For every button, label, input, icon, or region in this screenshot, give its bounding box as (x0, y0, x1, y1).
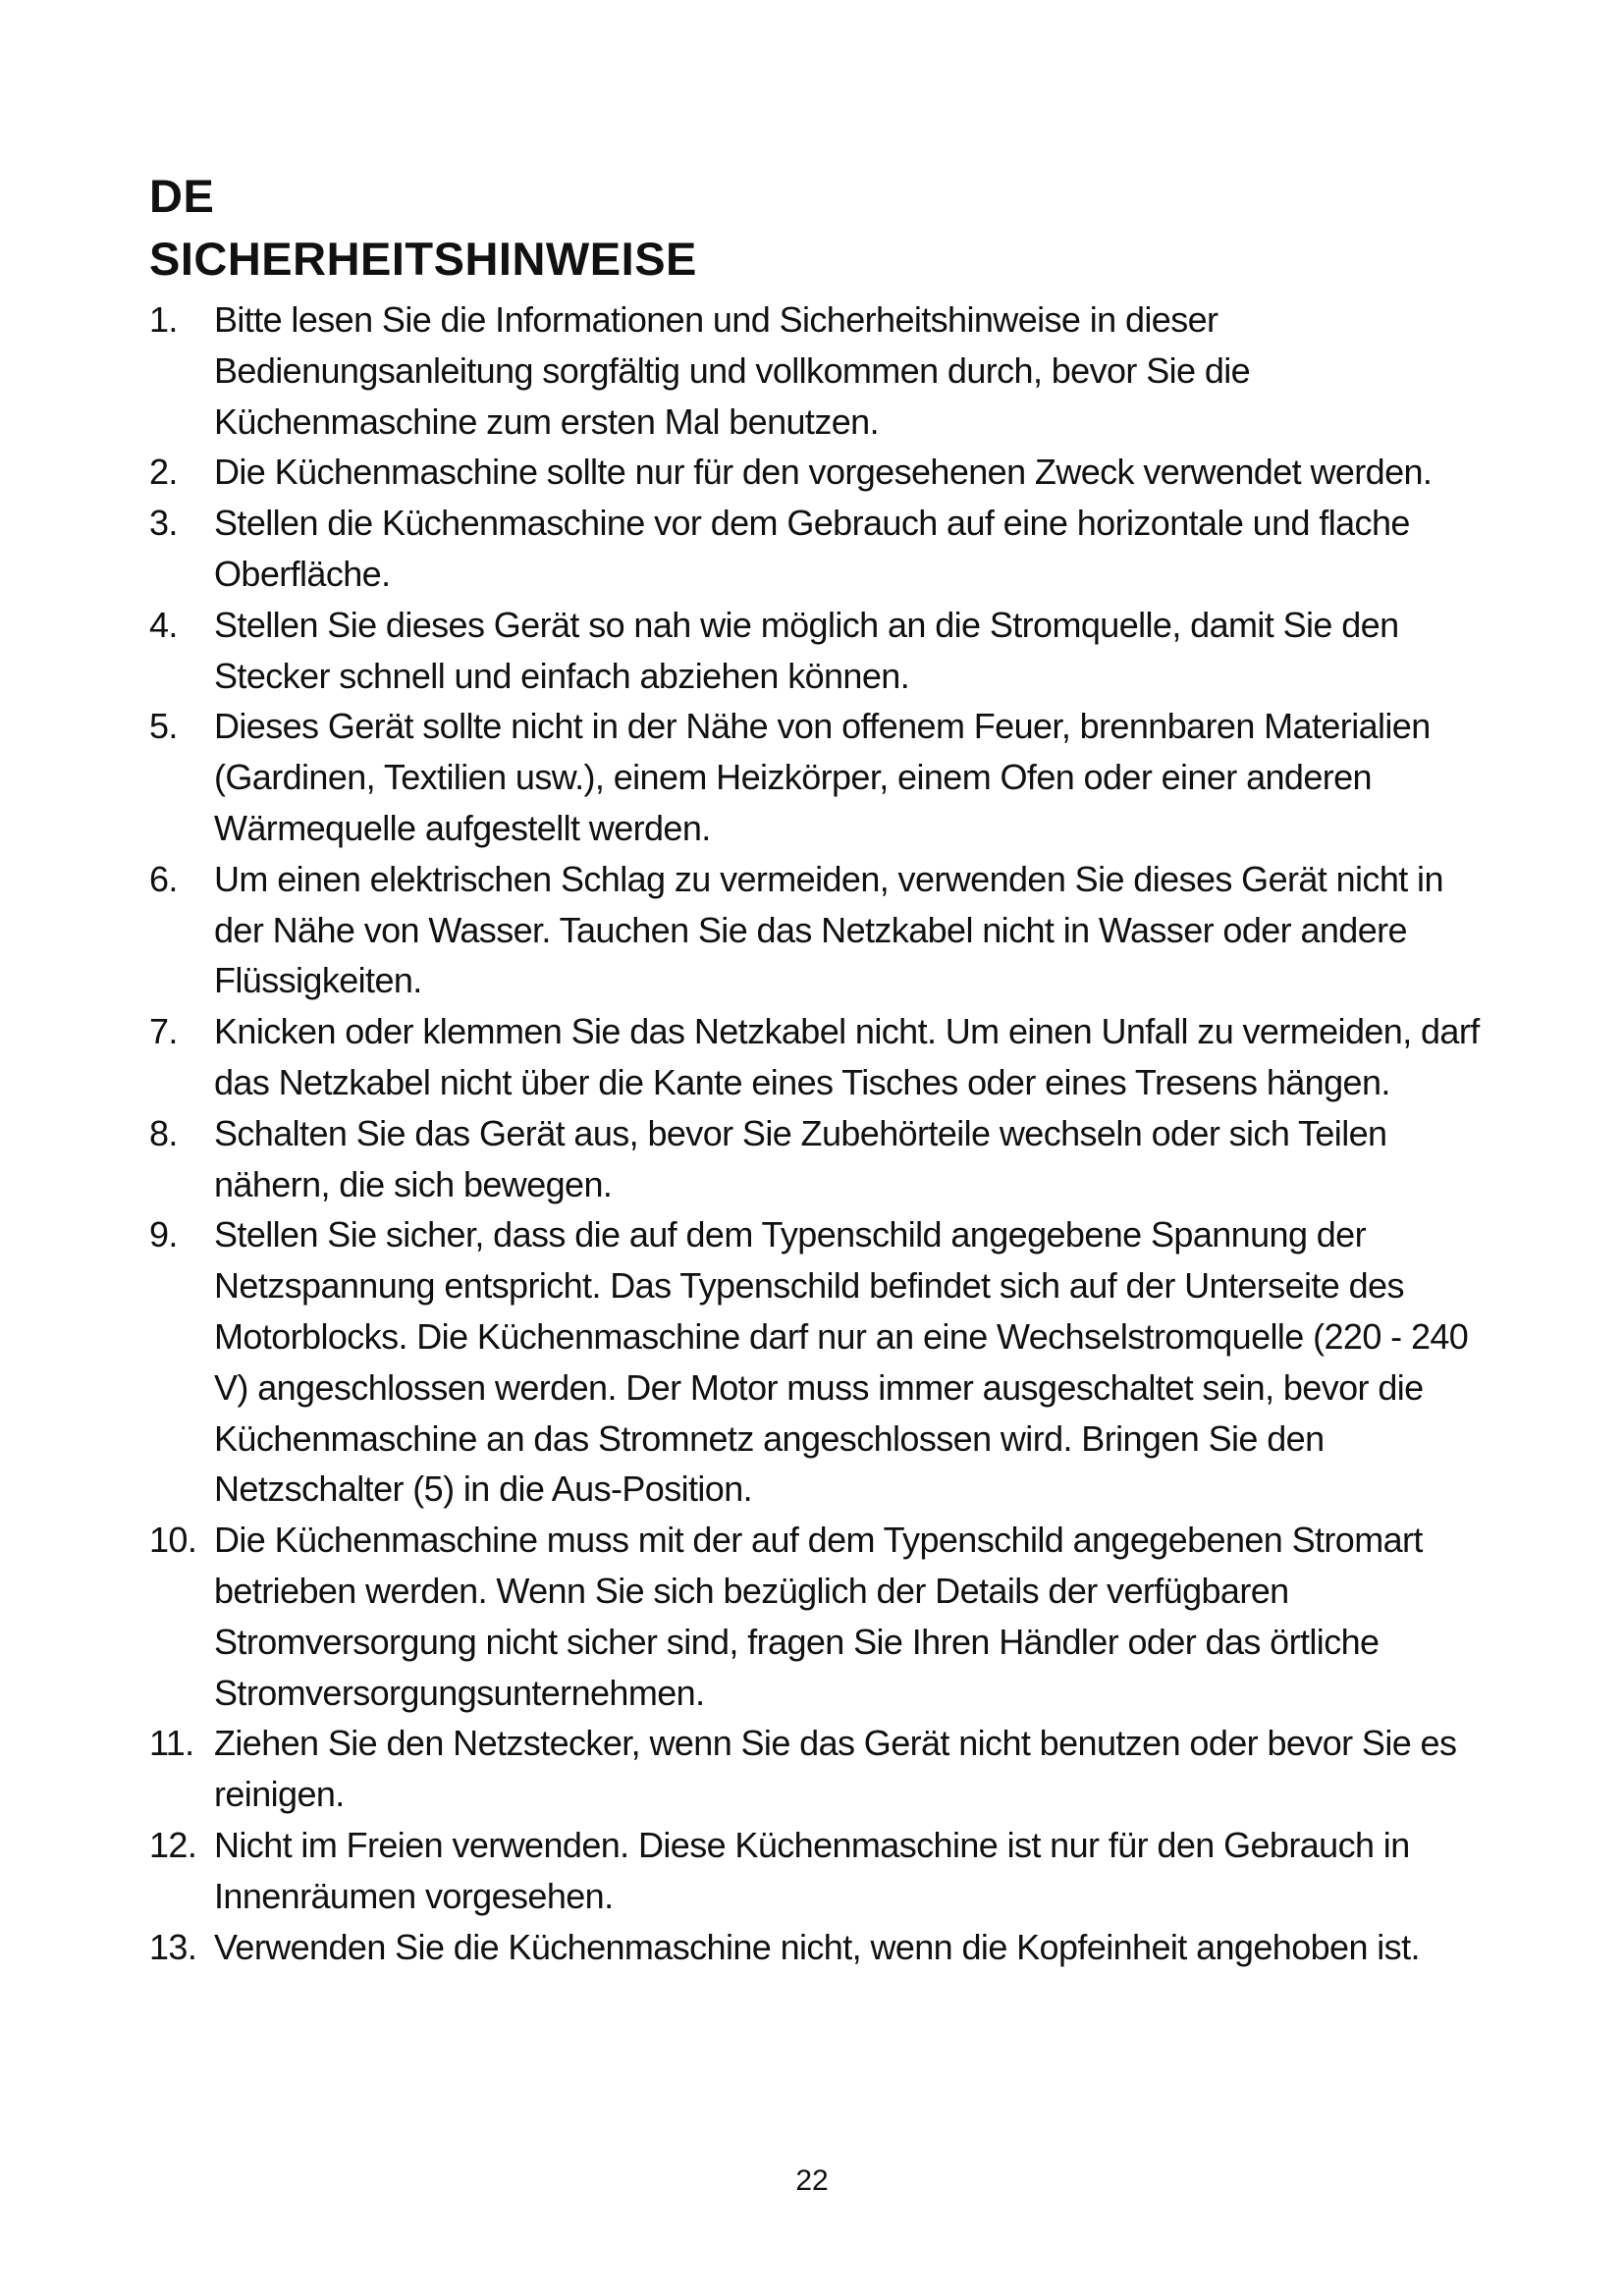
list-item (149, 600, 1494, 702)
item-number: 12. (149, 1824, 197, 1865)
item-text: Um einen elektrischen Schlag zu vermeiden, verwenden Sie dieses Gerät nicht in der Nähe von Wasser. Tauchen Sie das Netzkabel nicht in Wasser oder andere Flüssigkeiten. (214, 858, 1443, 1001)
list-item (149, 1820, 1494, 1922)
safety-instructions-list (149, 294, 1494, 1972)
item-number: 8. (149, 1112, 178, 1153)
item-number: 6. (149, 858, 178, 899)
list-item (149, 1108, 1494, 1210)
list-item (149, 1209, 1494, 1515)
item-text: Dieses Gerät sollte nicht in der Nähe von offenem Feuer, brennbaren Materialien (Gardinen, Textilien usw.), einem Heizkörper, einem Ofen oder einer anderen Wärmequelle aufgestellt werden. (214, 706, 1431, 848)
language-code: DE (149, 170, 215, 222)
list-item (149, 294, 1494, 447)
item-number: 9. (149, 1214, 178, 1255)
list-item (149, 1718, 1494, 1820)
list-item (149, 1006, 1494, 1108)
list-item (149, 498, 1494, 600)
list-item (149, 1922, 1494, 1973)
item-text: Die Küchenmaschine muss mit der auf dem Typenschild angegebenen Stromart betrieben werden. Wenn Sie sich bezüglich der Details der verfügbaren Stromversorgung nicht sicher sind, fragen Sie Ihren Händler oder das örtliche Stromversorgungsunternehmen. (214, 1520, 1423, 1713)
page-number: 22 (795, 2164, 829, 2197)
item-text: Die Küchenmaschine sollte nur für den vorgesehenen Zweck verwendet werden. (214, 452, 1433, 493)
item-number: 5. (149, 706, 178, 747)
item-text: Bitte lesen Sie die Informationen und Sicherheitshinweise in dieser Bedienungsanleitung sorgfältig und vollkommen durch, bevor Sie die Küchenmaschine zum ersten Mal benutzen. (214, 299, 1251, 442)
item-number: 7. (149, 1011, 178, 1052)
list-item (149, 1515, 1494, 1718)
item-text: Stellen Sie dieses Gerät so nah wie möglich an die Stromquelle, damit Sie den Stecker schnell und einfach abziehen können. (214, 604, 1399, 696)
item-number: 11. (149, 1723, 194, 1764)
item-number: 4. (149, 604, 178, 645)
item-number: 3. (149, 503, 178, 544)
item-text: Verwenden Sie die Küchenmaschine nicht, wenn die Kopfeinheit angehoben ist. (214, 1926, 1420, 1967)
list-item (149, 854, 1494, 1006)
item-number: 13. (149, 1926, 197, 1967)
item-text: Knicken oder klemmen Sie das Netzkabel nicht. Um einen Unfall zu vermeiden, darf das Netzkabel nicht über die Kante eines Tisches oder eines Tresens hängen. (214, 1011, 1480, 1102)
item-text: Stellen Sie sicher, dass die auf dem Typenschild angegebene Spannung der Netzspannung entspricht. Das Typenschild befindet sich auf der Unterseite des Motorblocks. Die Küchenmaschine darf nur an eine Wechselstromquelle (220 - 240 V) angeschlossen werden. Der Motor muss immer ausgeschaltet sein, bevor die Küchenmaschine an das Stromnetz angeschlossen wird. Bringen Sie den Netzschalter (5) in die Aus-Position. (214, 1214, 1469, 1510)
list-item (149, 447, 1494, 498)
item-number: 10. (149, 1520, 197, 1561)
item-text: Schalten Sie das Gerät aus, bevor Sie Zubehörteile wechseln oder sich Teilen nähern, die sich bewegen. (214, 1112, 1387, 1204)
list-item (149, 701, 1494, 853)
section-title: SICHERHEITSHINWEISE (149, 233, 697, 285)
item-number: 2. (149, 452, 178, 493)
item-text: Ziehen Sie den Netzstecker, wenn Sie das Gerät nicht benutzen oder bevor Sie es reinigen. (214, 1723, 1457, 1815)
item-text: Nicht im Freien verwenden. Diese Küchenmaschine ist nur für den Gebrauch in Innenräumen vorgesehen. (214, 1824, 1410, 1916)
item-number: 1. (149, 299, 178, 340)
item-text: Stellen die Küchenmaschine vor dem Gebrauch auf eine horizontale und flache Oberfläche. (214, 503, 1410, 594)
